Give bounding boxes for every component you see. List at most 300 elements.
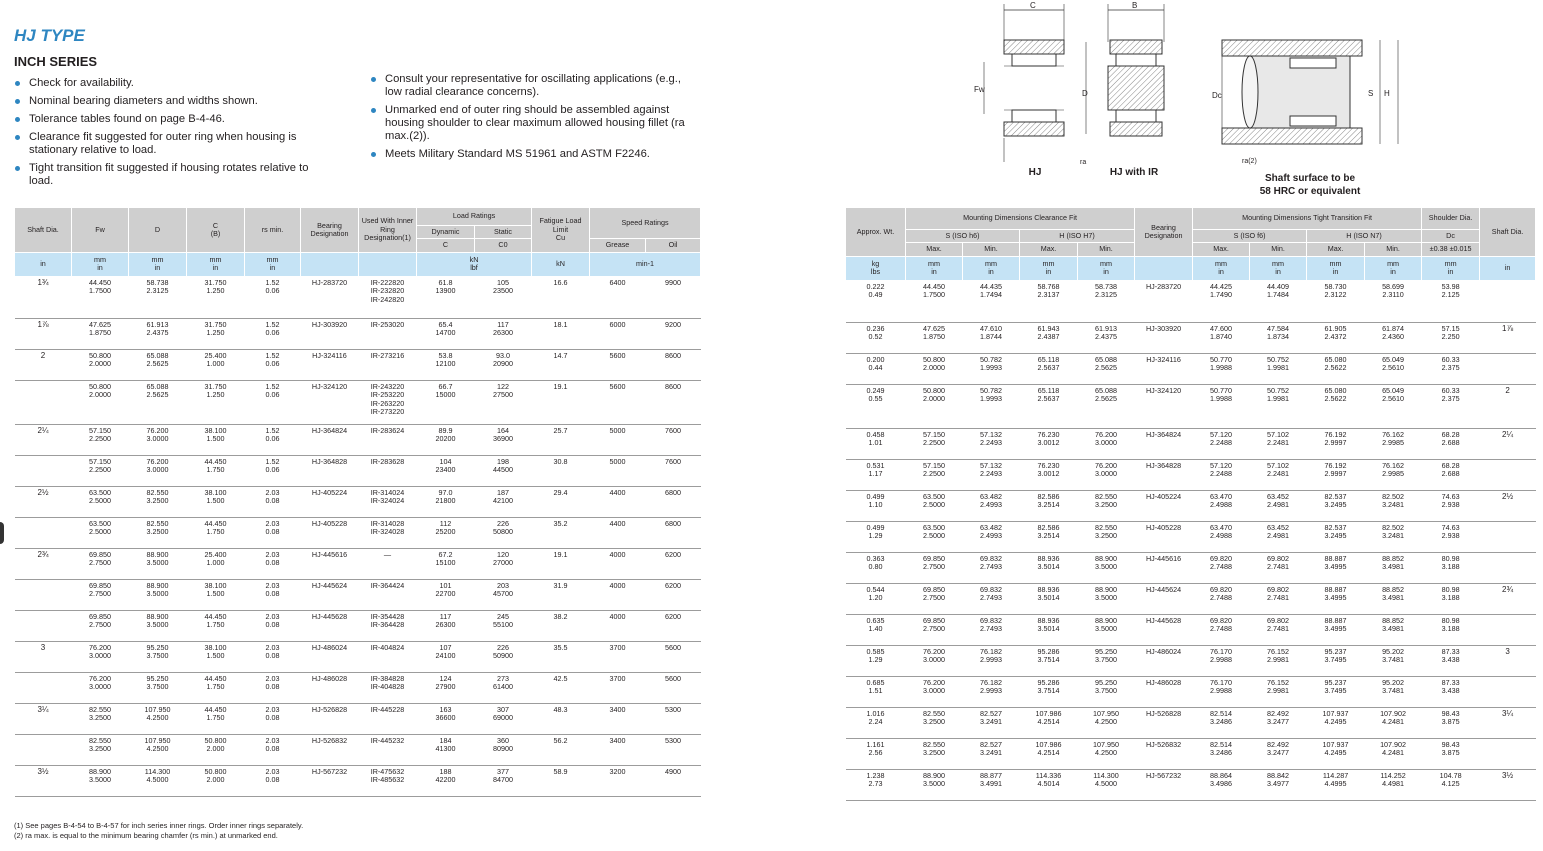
cell-wt xyxy=(846,322,906,353)
col-max: Max. xyxy=(1193,243,1250,256)
cell-c_hmax xyxy=(1020,521,1078,552)
cell-value-c_hmin_in: 4.2500 xyxy=(1095,748,1118,758)
col-approx-wt: Approx. Wt. xyxy=(846,208,906,257)
cell-shaft xyxy=(1480,490,1536,521)
cell-c_hmax xyxy=(1020,490,1078,521)
cell-value-stat: 273 xyxy=(497,673,509,683)
cell-t_hmin xyxy=(1365,738,1422,769)
unit-value: in xyxy=(1275,267,1281,277)
cell-value-t_smin_in: 1.9981 xyxy=(1267,394,1290,404)
cell-t_smax xyxy=(1193,676,1250,707)
cell-shaft xyxy=(15,672,72,703)
cell-value-wt: 0.544 xyxy=(866,584,885,594)
cell-bearing xyxy=(1135,614,1193,645)
cell-value-bearing: HJ-324120 xyxy=(311,381,348,391)
cell-d xyxy=(129,765,187,796)
cell-rs xyxy=(245,380,301,424)
label-fw: Fw xyxy=(974,85,985,94)
unit-load-lbf: lbf xyxy=(470,263,478,273)
cell-stat xyxy=(475,318,532,349)
cell-stat xyxy=(475,703,532,734)
cell-dc xyxy=(1422,280,1480,322)
cell-value-shaft: 3½ xyxy=(1502,770,1514,780)
cell-t_smin xyxy=(1250,322,1307,353)
cell-c_hmax xyxy=(1020,552,1078,583)
unit-cell xyxy=(1020,256,1078,280)
cell-value-t_smin: 44.409 xyxy=(1267,281,1290,291)
cell-c xyxy=(187,672,245,703)
cell-dyn xyxy=(417,455,475,486)
cell-value-t_hmin_in: 3.7481 xyxy=(1382,655,1405,665)
cell-value-shaft: 2 xyxy=(1505,385,1510,395)
cell-value-cu: 48.3 xyxy=(553,704,568,714)
cell-value-t_hmin: 82.502 xyxy=(1382,491,1405,501)
table-row xyxy=(846,707,1536,738)
cell-value-t_smax_in: 3.2486 xyxy=(1210,717,1233,727)
cell-value-t_hmin_in: 3.4981 xyxy=(1382,593,1405,603)
cell-t_hmax xyxy=(1307,459,1365,490)
cell-value-stat: 117 xyxy=(497,319,509,329)
col-mounting-clearance-fit: Mounting Dimensions Clearance Fit xyxy=(906,208,1135,230)
cell-value-stat_lbf: 50800 xyxy=(493,527,513,537)
cell-value-stat: 377 xyxy=(497,766,509,776)
cell-ir xyxy=(359,703,417,734)
cell-value-oil: 5600 xyxy=(665,642,682,652)
cell-value-ir: IR-404824 xyxy=(370,642,405,652)
cell-value-c: 44.450 xyxy=(204,673,227,683)
cell-value-c_smin_in: 3.2491 xyxy=(980,717,1002,727)
cell-value-stat_lbf: 84700 xyxy=(493,775,513,785)
label-ra: ra xyxy=(1080,159,1087,166)
cell-fw xyxy=(72,380,129,424)
cell-value-t_hmax_in: 3.2495 xyxy=(1324,531,1347,541)
cell-value-t_smin: 50.752 xyxy=(1267,385,1290,395)
cell-value-t_smax: 50.770 xyxy=(1210,354,1233,364)
cell-value-d_in: 3.5000 xyxy=(146,558,169,568)
cell-c xyxy=(187,641,245,672)
cell-shaft xyxy=(1480,322,1536,353)
unit-value: mm xyxy=(1042,258,1055,268)
cell-value-rs_in: 0.08 xyxy=(265,496,280,506)
cell-value-oil: 4900 xyxy=(665,766,682,776)
cell-value-c_hmax: 95.286 xyxy=(1037,646,1060,656)
cell-t_hmax xyxy=(1307,645,1365,676)
cell-value-t_hmax: 95.237 xyxy=(1324,677,1347,687)
cell-value-c_smax_in: 2.0000 xyxy=(923,363,945,373)
table-row xyxy=(15,424,701,455)
cell-value-ir: IR-222820 IR-232820 IR-242820 xyxy=(370,277,405,304)
cell-t_hmin xyxy=(1365,707,1422,738)
col-dynamic: Dynamic xyxy=(417,226,475,239)
cell-value-fw: 76.200 xyxy=(89,642,111,652)
cell-c_smax xyxy=(906,280,963,322)
cell-value-d: 107.950 xyxy=(144,704,171,714)
cell-ir xyxy=(359,380,417,424)
cell-value-t_hmax: 107.937 xyxy=(1322,708,1349,718)
cell-value-shaft: 2½ xyxy=(37,487,49,497)
cell-t_smax xyxy=(1193,707,1250,738)
cell-value-t_smin_in: 2.7481 xyxy=(1267,593,1290,603)
cell-grease xyxy=(590,380,646,424)
table-row xyxy=(15,579,701,610)
cell-value-fw: 82.550 xyxy=(89,704,111,714)
cell-c_smax xyxy=(906,645,963,676)
cell-value-dc_in: 2.375 xyxy=(1441,394,1460,404)
cell-c_hmin xyxy=(1078,428,1135,459)
unit-value: in xyxy=(1045,267,1052,277)
cell-value-cu: 19.1 xyxy=(553,381,568,391)
cell-value-c_hmin: 76.200 xyxy=(1095,429,1118,439)
cell-value-c_smin_in: 2.7493 xyxy=(980,624,1002,634)
col-shoulder-dia: Shoulder Dia. xyxy=(1422,208,1480,230)
cell-value-t_smin_in: 2.9981 xyxy=(1267,686,1290,696)
cell-c_smax xyxy=(906,322,963,353)
cell-t_smax xyxy=(1193,459,1250,490)
cell-c_hmin xyxy=(1078,384,1135,428)
table-row xyxy=(846,583,1536,614)
cell-value-t_smax: 69.820 xyxy=(1210,615,1233,625)
cell-wt xyxy=(846,552,906,583)
cell-bearing xyxy=(1135,552,1193,583)
cell-wt xyxy=(846,280,906,322)
cell-value-c_hmax: 114.336 xyxy=(1035,770,1062,780)
cell-value-rs_in: 0.06 xyxy=(265,286,280,296)
cell-d xyxy=(129,276,187,318)
cell-value-c_hmin: 65.088 xyxy=(1095,385,1118,395)
cell-c xyxy=(187,486,245,517)
cell-value-grease: 3700 xyxy=(609,642,626,652)
cell-shaft xyxy=(15,610,72,641)
cell-value-cu: 38.2 xyxy=(553,611,568,621)
cell-value-t_hmax: 88.887 xyxy=(1324,553,1347,563)
cell-value-rs: 2.03 xyxy=(265,704,280,714)
cell-value-c_smin: 50.782 xyxy=(980,385,1002,395)
table-row xyxy=(15,517,701,548)
cell-fw xyxy=(72,517,129,548)
cell-dc xyxy=(1422,583,1480,614)
cell-value-d_in: 3.5000 xyxy=(146,589,169,599)
cell-value-shaft: 2½ xyxy=(1502,491,1514,501)
cell-value-bearing: HJ-364824 xyxy=(1145,429,1182,439)
cell-value-c_hmax: 76.230 xyxy=(1037,429,1060,439)
cell-value-stat: 203 xyxy=(497,580,509,590)
cell-value-c_smax_in: 2.5000 xyxy=(923,531,945,541)
cell-c_hmin xyxy=(1078,707,1135,738)
unit-rs-mm: mm xyxy=(266,254,279,264)
cell-t_smin xyxy=(1250,676,1307,707)
cell-dc xyxy=(1422,738,1480,769)
cell-c_smin xyxy=(963,614,1020,645)
cell-value-t_hmin_in: 2.5610 xyxy=(1382,363,1405,373)
cell-value-c_hmax_in: 3.5014 xyxy=(1037,593,1060,603)
cell-cu xyxy=(532,610,590,641)
cell-cu xyxy=(532,349,590,380)
table-row xyxy=(15,486,701,517)
cell-value-rs: 2.03 xyxy=(265,487,280,497)
cell-value-c_hmin_in: 4.2500 xyxy=(1095,717,1118,727)
cell-value-c_in: 1.500 xyxy=(206,434,225,444)
cell-dyn xyxy=(417,349,475,380)
unit-value: in xyxy=(931,267,937,277)
cell-value-c_smax: 88.900 xyxy=(923,770,945,780)
unit-cell xyxy=(906,256,963,280)
col-fatigue-symbol: Cu xyxy=(555,233,566,243)
cell-value-c_smax_in: 2.0000 xyxy=(923,394,945,404)
cell-value-fw_in: 2.2500 xyxy=(89,434,111,444)
table-row xyxy=(846,645,1536,676)
cell-cu xyxy=(532,424,590,455)
cell-value-c_smin_in: 1.9993 xyxy=(980,394,1002,404)
cell-value-dc_in: 2.938 xyxy=(1441,531,1460,541)
cell-value-t_hmin: 76.162 xyxy=(1382,429,1405,439)
cell-cu xyxy=(532,380,590,424)
cell-value-dyn_lbf: 25200 xyxy=(435,527,456,537)
cell-value-ir: IR-283628 xyxy=(370,456,405,466)
cell-value-c_in: 2.000 xyxy=(206,775,225,785)
cell-dyn xyxy=(417,486,475,517)
cell-bearing xyxy=(301,672,359,703)
cell-shaft xyxy=(15,517,72,548)
cell-value-c_hmax: 65.118 xyxy=(1037,354,1060,364)
cell-value-rs: 1.52 xyxy=(265,456,280,466)
cell-value-shaft: 1⅞ xyxy=(1502,323,1514,333)
cell-value-c_smin: 63.482 xyxy=(980,491,1002,501)
cell-value-dc_in: 3.438 xyxy=(1441,686,1460,696)
cell-value-c_smax: 76.200 xyxy=(923,646,945,656)
cell-value-c_smax: 82.550 xyxy=(923,739,945,749)
cell-value-t_hmax_in: 2.9997 xyxy=(1324,469,1347,479)
cell-value-wt: 0.585 xyxy=(866,646,885,656)
cell-shaft xyxy=(1480,521,1536,552)
bullet-text: Check for availability. xyxy=(29,77,134,89)
table-row xyxy=(846,552,1536,583)
feature-bullet xyxy=(370,104,690,143)
cell-t_smin xyxy=(1250,769,1307,800)
cell-value-c_smax_in: 2.5000 xyxy=(923,500,945,510)
cell-c_hmax xyxy=(1020,353,1078,384)
cell-value-bearing: HJ-526832 xyxy=(1145,739,1182,749)
cell-value-dc_in: 3.438 xyxy=(1441,655,1460,665)
cell-shaft xyxy=(15,734,72,765)
cell-grease xyxy=(590,517,646,548)
cell-value-oil: 6200 xyxy=(665,611,682,621)
unit-value: in xyxy=(1390,267,1396,277)
cell-dc xyxy=(1422,521,1480,552)
cell-shaft xyxy=(1480,583,1536,614)
cell-value-d: 114.300 xyxy=(144,766,171,776)
cell-rs xyxy=(245,517,301,548)
cell-value-dc: 80.98 xyxy=(1441,615,1460,625)
cell-value-t_smin_in: 2.9981 xyxy=(1267,655,1290,665)
cell-grease xyxy=(590,349,646,380)
cell-value-t_hmin: 65.049 xyxy=(1382,385,1405,395)
cell-value-c_smax_in: 2.2500 xyxy=(923,438,945,448)
cell-stat xyxy=(475,455,532,486)
cell-value-c_smax_in: 2.7500 xyxy=(923,624,945,634)
cell-stat xyxy=(475,517,532,548)
cell-c xyxy=(187,703,245,734)
cell-value-t_smin_in: 2.4981 xyxy=(1267,500,1290,510)
cell-value-t_smin_in: 3.2477 xyxy=(1267,717,1290,727)
cell-value-bearing: HJ-445624 xyxy=(311,580,348,590)
cell-oil xyxy=(646,424,701,455)
cell-value-c_smax_in: 3.0000 xyxy=(923,686,945,696)
cell-value-wt_lb: 1.01 xyxy=(868,438,883,448)
cell-grease xyxy=(590,672,646,703)
cell-oil xyxy=(646,486,701,517)
cell-c_smin xyxy=(963,490,1020,521)
table-row xyxy=(15,672,701,703)
cell-value-dc_in: 3.188 xyxy=(1441,593,1460,603)
cell-value-fw: 88.900 xyxy=(89,766,111,776)
cell-c_smax xyxy=(906,353,963,384)
cell-value-stat: 105 xyxy=(497,277,509,287)
cell-value-c_smin_in: 2.4993 xyxy=(980,531,1002,541)
bullet-text: Meets Military Standard MS 51961 and ASTM F2246. xyxy=(385,148,650,160)
cell-value-t_smin: 63.452 xyxy=(1267,522,1290,532)
cell-shaft xyxy=(1480,353,1536,384)
cell-t_hmin xyxy=(1365,490,1422,521)
cell-dyn xyxy=(417,610,475,641)
bullet-text: Tolerance tables found on page B-4-46. xyxy=(29,113,225,125)
cell-value-dyn_lbf: 21800 xyxy=(435,496,456,506)
cell-value-c_smin: 63.482 xyxy=(980,522,1002,532)
cell-wt xyxy=(846,676,906,707)
cell-value-t_smin_in: 3.4977 xyxy=(1267,779,1290,789)
table-row xyxy=(15,276,701,318)
cell-value-c_smin_in: 1.8744 xyxy=(980,332,1002,342)
cell-value-fw_in: 3.2500 xyxy=(89,713,111,723)
cell-value-t_hmax: 76.192 xyxy=(1324,429,1347,439)
col-shaft-dia: Shaft Dia. xyxy=(15,208,72,253)
cell-value-t_smax_in: 1.9988 xyxy=(1210,363,1233,373)
cell-value-c_smin: 47.610 xyxy=(980,323,1002,333)
cell-shaft xyxy=(15,579,72,610)
cell-value-rs: 2.03 xyxy=(265,735,280,745)
cell-bearing xyxy=(1135,459,1193,490)
cell-c_hmin xyxy=(1078,614,1135,645)
cell-c xyxy=(187,276,245,318)
cell-value-d: 76.200 xyxy=(146,425,169,435)
unit-value: lbs xyxy=(870,267,881,277)
cell-value-shaft: 3½ xyxy=(37,766,49,776)
cell-value-rs: 1.52 xyxy=(265,425,280,435)
cell-value-dc_in: 2.688 xyxy=(1441,438,1460,448)
table-row xyxy=(846,676,1536,707)
label-s: S xyxy=(1368,89,1374,98)
cell-value-fw: 76.200 xyxy=(89,673,111,683)
cell-value-t_smin_in: 2.2481 xyxy=(1267,469,1290,479)
cell-c_hmax xyxy=(1020,280,1078,322)
cell-value-bearing: HJ-567232 xyxy=(311,766,348,776)
cell-value-t_smax_in: 3.4986 xyxy=(1210,779,1233,789)
cell-value-dc_in: 4.125 xyxy=(1441,779,1460,789)
cell-value-c: 38.100 xyxy=(204,580,227,590)
cell-t_smin xyxy=(1250,707,1307,738)
cell-wt xyxy=(846,353,906,384)
cell-t_smax xyxy=(1193,552,1250,583)
cell-cu xyxy=(532,672,590,703)
table-row xyxy=(15,455,701,486)
cell-value-c_hmin_in: 3.7500 xyxy=(1095,686,1118,696)
label-b: B xyxy=(1132,1,1138,10)
series-subtitle: INCH SERIES xyxy=(14,54,98,69)
cell-ir xyxy=(359,486,417,517)
cell-t_hmax xyxy=(1307,614,1365,645)
cell-value-c_smin: 76.182 xyxy=(980,646,1002,656)
cell-c_smin xyxy=(963,521,1020,552)
cell-value-c: 25.400 xyxy=(204,549,227,559)
cell-fw xyxy=(72,765,129,796)
cell-c xyxy=(187,349,245,380)
cell-c_smin xyxy=(963,322,1020,353)
cell-value-c_hmin: 95.250 xyxy=(1095,677,1118,687)
bullet-text: Unmarked end of outer ring should be assembled against housing shoulder to clear maximum allowed housing fillet (ra max.(2)). xyxy=(385,104,685,142)
unit-value: mm xyxy=(1215,258,1228,268)
cell-value-dyn: 101 xyxy=(439,580,452,590)
cell-value-t_smin_in: 1.7484 xyxy=(1267,290,1290,300)
cell-fw xyxy=(72,703,129,734)
cell-value-c_in: 1.750 xyxy=(206,620,225,630)
cell-grease xyxy=(590,548,646,579)
cell-value-c_smax_in: 2.7500 xyxy=(923,562,945,572)
cell-value-c_smax: 76.200 xyxy=(923,677,945,687)
col-static: Static xyxy=(475,226,532,239)
cell-oil xyxy=(646,349,701,380)
cell-value-dyn: 97.0 xyxy=(438,487,453,497)
cell-value-fw_in: 2.0000 xyxy=(89,359,111,369)
bullet-text: Tight transition fit suggested if housing rotates relative to load. xyxy=(29,162,309,187)
cell-rs xyxy=(245,424,301,455)
footnote-2: (2) ra max. is equal to the minimum bearing chamfer (rs min.) at unmarked end. xyxy=(14,831,278,840)
cell-t_hmax xyxy=(1307,583,1365,614)
cell-value-dc_in: 3.875 xyxy=(1441,717,1460,727)
cell-value-dc: 60.33 xyxy=(1441,354,1460,364)
unit-shaft: in xyxy=(15,252,72,276)
cell-value-c_hmin_in: 3.5000 xyxy=(1095,562,1118,572)
cell-value-fw: 63.500 xyxy=(89,518,111,528)
cell-d xyxy=(129,672,187,703)
cell-t_smax xyxy=(1193,353,1250,384)
cell-dc xyxy=(1422,490,1480,521)
cell-value-c_smax: 63.500 xyxy=(923,491,945,501)
cell-value-d: 61.913 xyxy=(146,319,169,329)
cell-value-fw: 69.850 xyxy=(89,549,111,559)
cell-shaft xyxy=(1480,614,1536,645)
cell-value-dc_in: 2.250 xyxy=(1441,332,1460,342)
cell-d xyxy=(129,486,187,517)
cell-value-c_hmax_in: 4.2514 xyxy=(1037,748,1060,758)
cell-value-dc_in: 3.875 xyxy=(1441,748,1460,758)
unit-value: in xyxy=(1218,267,1224,277)
cell-value-dc: 98.43 xyxy=(1441,739,1460,749)
col-min: Min. xyxy=(1078,243,1135,256)
cell-value-t_smin: 69.802 xyxy=(1267,584,1290,594)
cell-value-cu: 30.8 xyxy=(553,456,568,466)
cell-value-c_in: 1.500 xyxy=(206,589,225,599)
cell-value-d: 88.900 xyxy=(146,611,169,621)
cell-wt xyxy=(846,490,906,521)
cell-c_smin xyxy=(963,645,1020,676)
cell-dc xyxy=(1422,384,1480,428)
cell-oil xyxy=(646,548,701,579)
cell-value-c_hmax_in: 2.3137 xyxy=(1037,290,1060,300)
cell-value-dyn: 188 xyxy=(439,766,452,776)
cell-value-dyn: 124 xyxy=(439,673,452,683)
cell-value-t_hmax: 107.937 xyxy=(1322,739,1349,749)
table-row xyxy=(846,353,1536,384)
cell-bearing xyxy=(1135,353,1193,384)
